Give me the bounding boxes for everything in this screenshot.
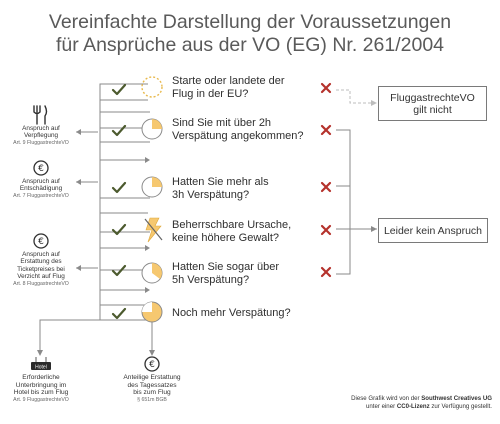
result-line: FluggastrechteVO bbox=[390, 91, 475, 104]
claim-erstattung bbox=[8, 251, 74, 288]
svg-text:€: € bbox=[38, 237, 44, 247]
check-icon bbox=[113, 309, 125, 318]
question-line: Noch mehr Verspätung? bbox=[172, 307, 291, 319]
lightning-icon bbox=[145, 218, 162, 242]
question-more bbox=[172, 307, 291, 320]
question-3h bbox=[172, 176, 269, 202]
question-2h bbox=[172, 117, 303, 143]
claim-line: Anspruch auf bbox=[22, 251, 60, 258]
euro-coin-icon bbox=[34, 161, 48, 175]
result-line: gilt nicht bbox=[413, 103, 452, 116]
claim-line: Anteilige Erstattung bbox=[123, 374, 181, 381]
result-no-claim bbox=[378, 218, 488, 243]
claim-tagessatz bbox=[112, 374, 192, 404]
hotel-sign-icon bbox=[31, 357, 51, 370]
cross-icon bbox=[322, 183, 330, 191]
claim-verpflegung bbox=[10, 125, 72, 147]
claim-line: Hotel bis zum Flug bbox=[13, 389, 69, 397]
clock-pie-icon bbox=[142, 177, 162, 197]
claim-line: Erforderliche bbox=[22, 374, 60, 381]
claim-article: § 651m BGB bbox=[137, 396, 167, 403]
svg-text:€: € bbox=[38, 164, 44, 174]
claim-hotel bbox=[6, 374, 76, 404]
claim-article: Art. 9 FluggastrechteVO bbox=[13, 139, 69, 146]
connector-no-claim-trunk bbox=[336, 130, 350, 274]
cross-icon bbox=[322, 226, 330, 234]
euro-coin-icon bbox=[145, 357, 159, 371]
check-icon bbox=[113, 183, 125, 192]
credit-text: unter einer bbox=[365, 402, 397, 410]
hotel-sign-label: Hotel bbox=[35, 364, 47, 371]
claim-article: Art. 9 FluggastrechteVO bbox=[13, 396, 69, 403]
credit-text: zur Verfügung gestellt. bbox=[429, 402, 492, 410]
credit-text: Diese Grafik wird von der bbox=[351, 395, 422, 402]
claim-line: Verzicht auf Flug bbox=[17, 273, 65, 281]
claim-entschaedigung bbox=[10, 178, 72, 200]
clock-pie-icon bbox=[142, 263, 162, 283]
claim-line: Entschädigung bbox=[19, 185, 63, 193]
question-line: Verspätung angekommen? bbox=[172, 130, 304, 142]
check-icon bbox=[113, 126, 125, 135]
claim-article: Art. 7 FluggastrechteVO bbox=[13, 192, 69, 199]
credit-org: Southwest Creatives UG bbox=[421, 395, 492, 402]
euro-coin-icon bbox=[34, 234, 48, 248]
check-icon bbox=[113, 225, 125, 234]
connector-hotel bbox=[40, 320, 100, 352]
title-line-2: für Ansprüche aus der VO (EG) Nr. 261/2004 bbox=[55, 34, 445, 56]
question-line: Sind Sie mit über 2h bbox=[172, 117, 272, 129]
cross-icon bbox=[322, 126, 330, 134]
connector-tagessatz bbox=[100, 320, 152, 352]
claim-line: des Tagessatzes bbox=[127, 381, 177, 389]
claim-line: Verpflegung bbox=[23, 132, 59, 140]
svg-text:€: € bbox=[149, 360, 155, 370]
result-not-applicable bbox=[378, 86, 487, 121]
question-ursache bbox=[172, 219, 291, 245]
claim-line: Anspruch auf bbox=[22, 125, 60, 132]
claim-line: Erstattung des bbox=[20, 258, 62, 266]
claim-article: Art. 8 FluggastrechteVO bbox=[13, 280, 69, 287]
check-icon bbox=[113, 85, 125, 94]
fork-knife-icon bbox=[34, 106, 47, 124]
question-line: 5h Verspätung? bbox=[172, 274, 250, 286]
question-line: Flug in der EU? bbox=[172, 88, 249, 100]
cross-icon bbox=[322, 84, 330, 92]
claim-line: Unterbringung im bbox=[15, 381, 67, 389]
claim-line: Ticketpreises bei bbox=[17, 265, 65, 273]
result-line: Leider kein Anspruch bbox=[383, 224, 483, 237]
claim-line: Anspruch auf bbox=[22, 178, 60, 185]
dashed-circle-icon bbox=[142, 77, 162, 97]
question-line: keine höhere Gewalt? bbox=[172, 232, 280, 244]
question-line: Hatten Sie mehr als bbox=[172, 176, 269, 188]
cross-icon bbox=[322, 268, 330, 276]
clock-pie-icon bbox=[142, 119, 162, 139]
question-line: 3h Verspätung? bbox=[172, 189, 250, 201]
question-line: Starte oder landete der bbox=[172, 75, 285, 87]
question-line: Beherrschbare Ursache, bbox=[172, 219, 292, 231]
page-title bbox=[0, 11, 500, 57]
question-eu bbox=[172, 75, 285, 101]
question-line: Hatten Sie sogar über bbox=[172, 261, 280, 273]
credit-license: CC0-Lizenz bbox=[396, 402, 430, 410]
clock-pie-icon bbox=[142, 302, 162, 322]
title-line-1: Vereinfachte Darstellung der Voraussetzungen bbox=[48, 11, 452, 33]
connector-not-applicable bbox=[336, 90, 375, 103]
license-credit bbox=[292, 395, 492, 410]
question-5h bbox=[172, 261, 279, 287]
claim-line: bis zum Flug bbox=[133, 389, 171, 397]
